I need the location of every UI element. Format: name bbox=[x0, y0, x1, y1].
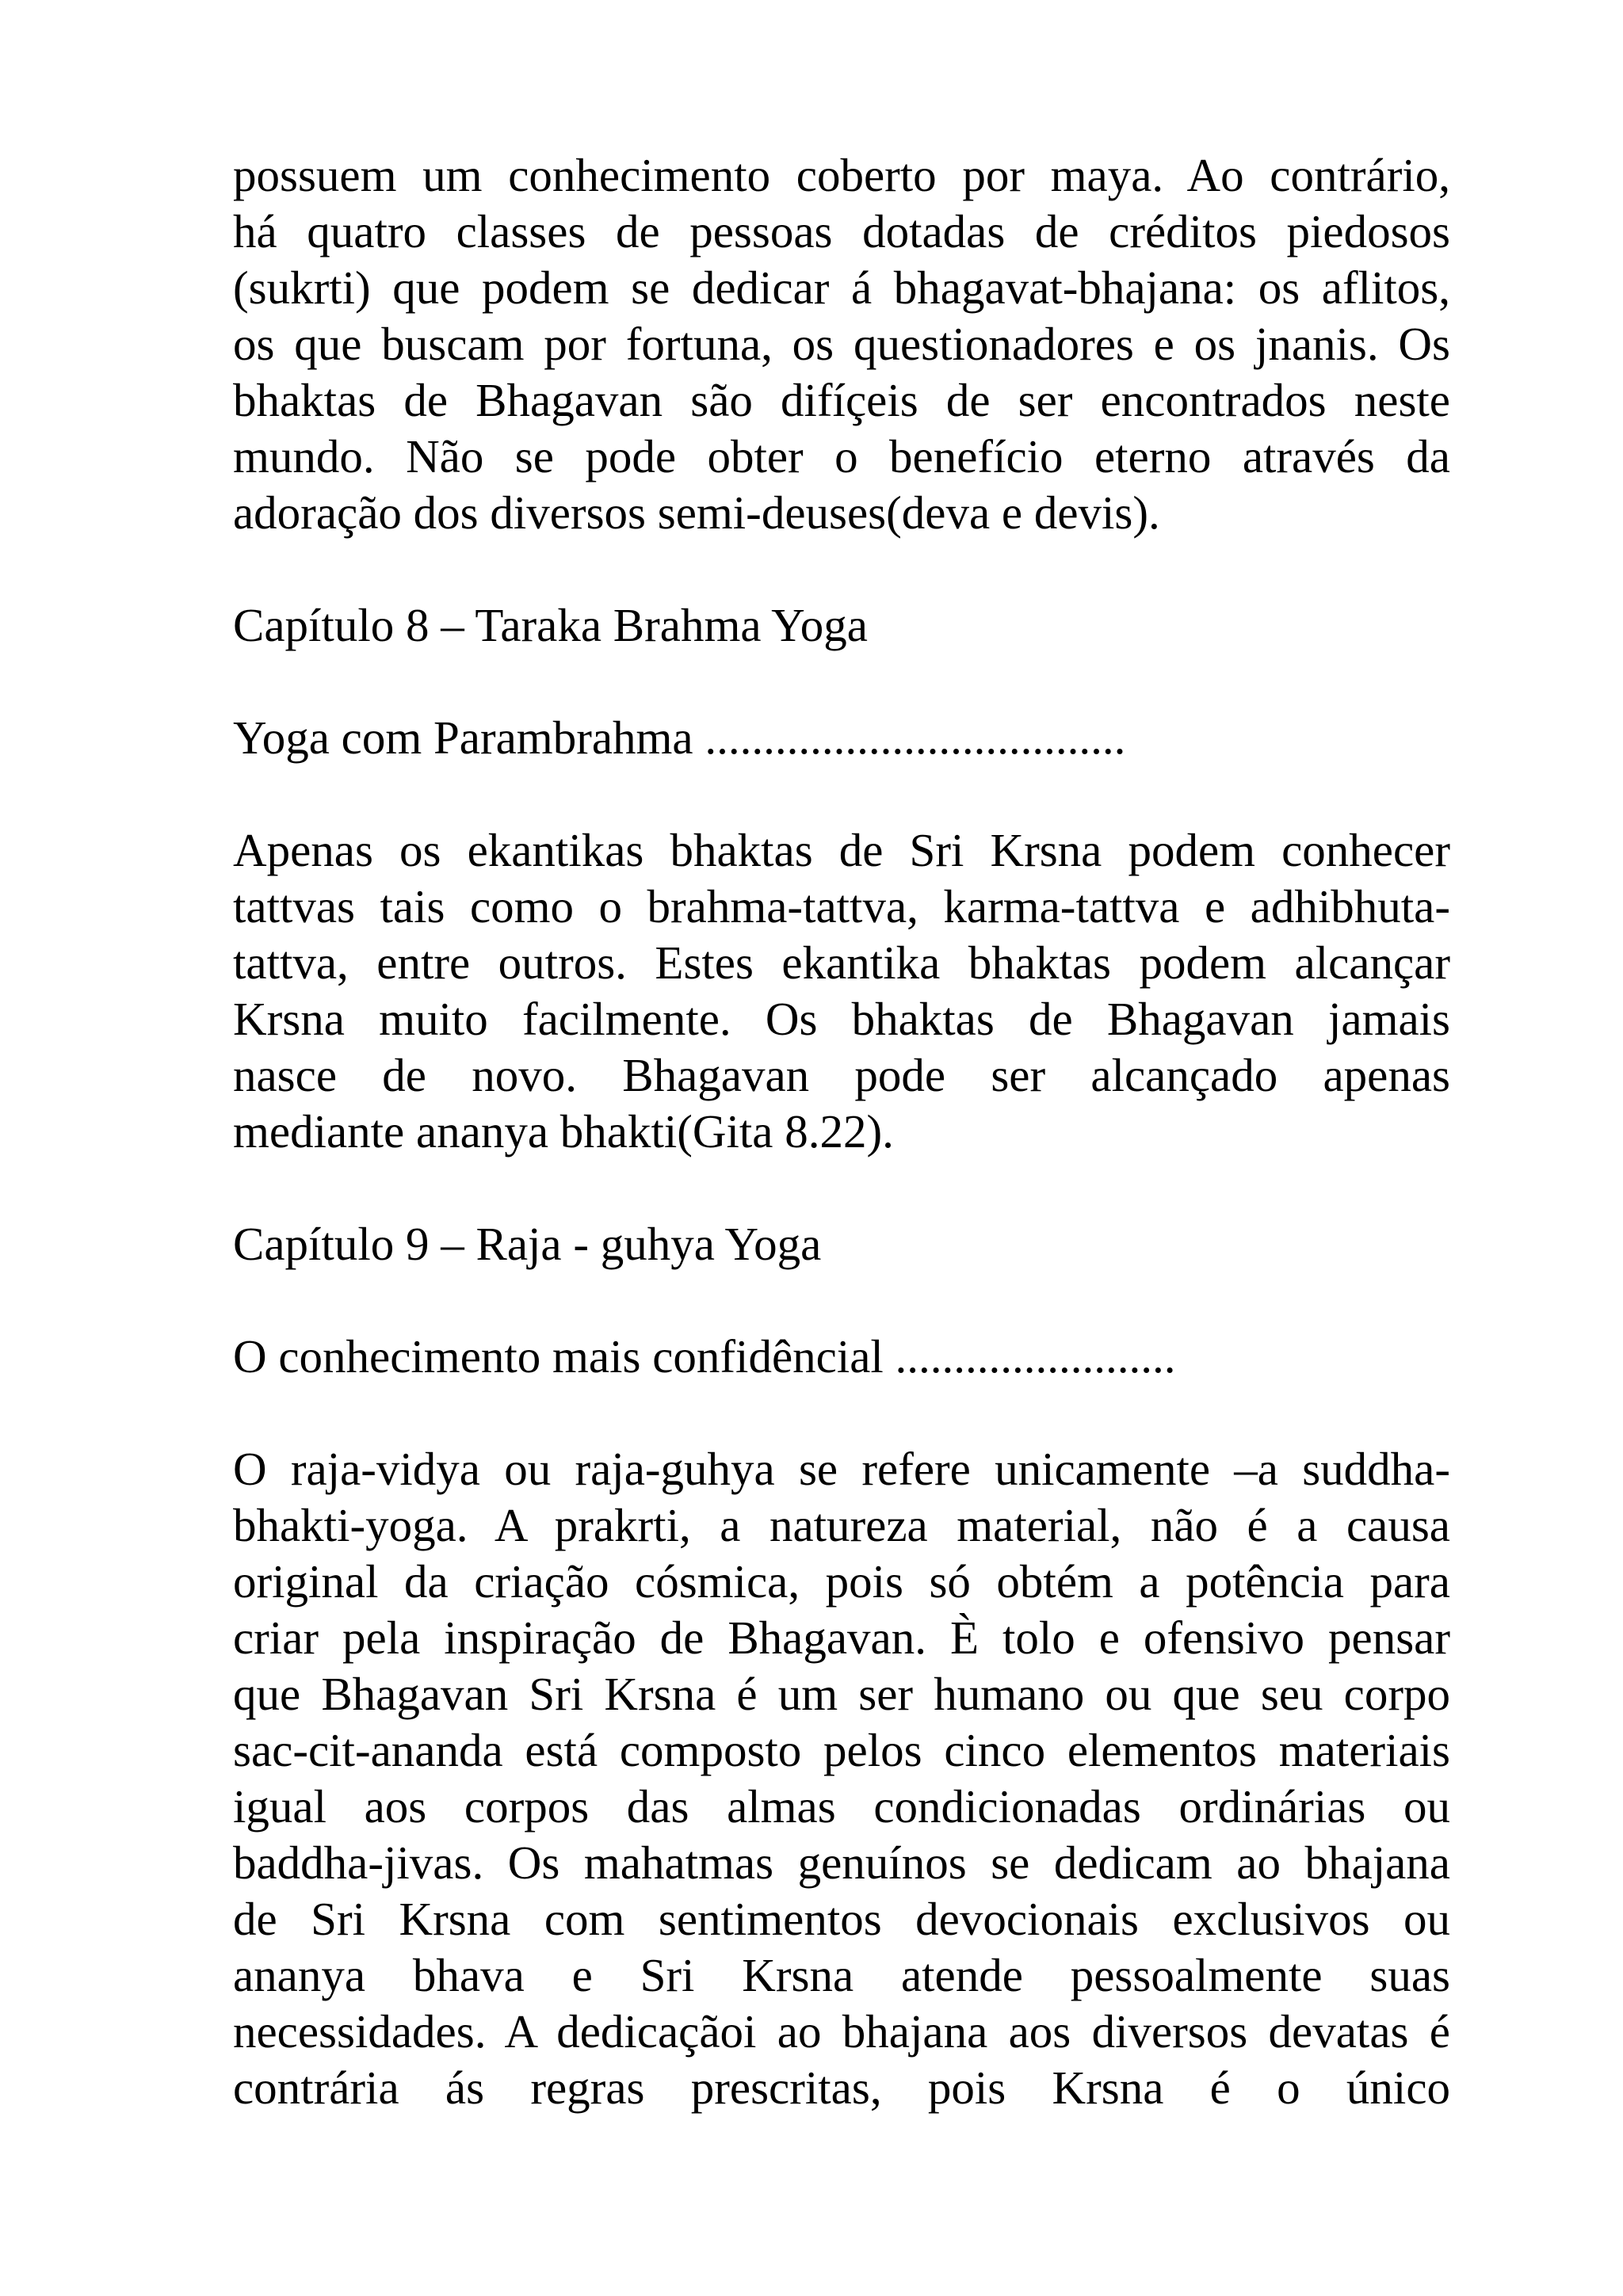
chapter-subtitle: Yoga com Parambrahma .................................... bbox=[233, 711, 1126, 764]
chapter-9-heading bbox=[233, 1216, 1450, 1272]
chapter-title: Capítulo 8 – Taraka Brahma Yoga bbox=[233, 599, 868, 651]
text-line: original da criação cósmica, pois só obtém a potência para bbox=[233, 1555, 1450, 1608]
text-line: mediante ananya bhakti(Gita 8.22). bbox=[233, 1105, 894, 1158]
paragraph bbox=[233, 1441, 1450, 2116]
page-body bbox=[233, 147, 1450, 2116]
text-line: criar pela inspiração de Bhagavan. È tolo e ofensivo pensar bbox=[233, 1611, 1450, 1664]
paragraph bbox=[233, 822, 1450, 1160]
chapter-title: Capítulo 9 – Raja - guhya Yoga bbox=[233, 1218, 822, 1270]
text-line: há quatro classes de pessoas dotadas de créditos piedosos bbox=[233, 205, 1450, 257]
text-line: igual aos corpos das almas condicionadas ordinárias ou bbox=[233, 1780, 1450, 1833]
text-line: Krsna muito facilmente. Os bhaktas de Bhagavan jamais bbox=[233, 993, 1450, 1045]
text-line: bhakti-yoga. A prakrti, a natureza material, não é a causa bbox=[233, 1499, 1450, 1551]
chapter-8-heading bbox=[233, 597, 1450, 654]
text-line: sac-cit-ananda está composto pelos cinco elementos materiais bbox=[233, 1724, 1450, 1776]
text-line: tattva, entre outros. Estes ekantika bhaktas podem alcançar bbox=[233, 936, 1450, 989]
text-line: possuem um conhecimento coberto por maya. Ao contrário, bbox=[233, 149, 1450, 201]
text-line: tattvas tais como o brahma-tattva, karma-tattva e adhibhuta- bbox=[233, 880, 1450, 933]
text-line: (sukrti) que podem se dedicar á bhagavat-bhajana: os aflitos, bbox=[233, 261, 1450, 314]
text-line: necessidades. A dedicaçãoi ao bhajana aos diversos devatas é bbox=[233, 2005, 1450, 2058]
text-line: O raja-vidya ou raja-guhya se refere unicamente –a suddha- bbox=[233, 1443, 1450, 1495]
text-line: mundo. Não se pode obter o benefício eterno através da bbox=[233, 430, 1450, 482]
text-line: bhaktas de Bhagavan são difíçeis de ser encontrados neste bbox=[233, 374, 1450, 426]
text-line: contrária ás regras prescritas, pois Krsna é o único bbox=[233, 2061, 1450, 2114]
chapter-8-subtitle bbox=[233, 710, 1450, 766]
text-line: adoração dos diversos semi-deuses(deva e devis). bbox=[233, 486, 1160, 539]
text-line: Apenas os ekantikas bhaktas de Sri Krsna podem conhecer bbox=[233, 824, 1450, 876]
text-line: os que buscam por fortuna, os questionadores e os jnanis. Os bbox=[233, 318, 1450, 370]
paragraph bbox=[233, 147, 1450, 541]
text-line: de Sri Krsna com sentimentos devocionais exclusivos ou bbox=[233, 1893, 1450, 1945]
text-line: ananya bhava e Sri Krsna atende pessoalmente suas bbox=[233, 1949, 1450, 2001]
chapter-9-subtitle bbox=[233, 1329, 1450, 1385]
chapter-subtitle: O conhecimento mais confidêncial ........................ bbox=[233, 1330, 1176, 1383]
text-line: baddha-jivas. Os mahatmas genuínos se dedicam ao bhajana bbox=[233, 1836, 1450, 1889]
text-line: nasce de novo. Bhagavan pode ser alcançado apenas bbox=[233, 1049, 1450, 1101]
text-line: que Bhagavan Sri Krsna é um ser humano ou que seu corpo bbox=[233, 1668, 1450, 1720]
